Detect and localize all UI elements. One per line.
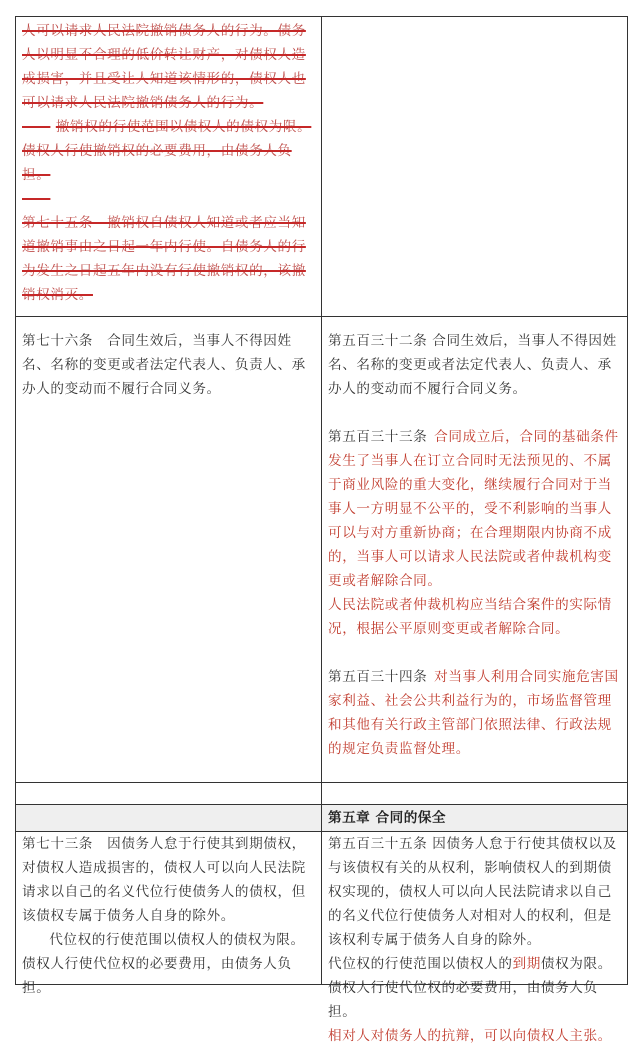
- right-cell-article-535: [322, 832, 627, 1044]
- right-cell-empty: [322, 17, 627, 316]
- article-535-p2-added: 到期: [512, 956, 541, 972]
- article-73-paragraph-1: 第七十三条 因债务人怠于行使其到期债权，对债权人造成损害的，债权人可以向人民法院请求以自己的名义代位行使债务人的债权，但该债权专属于债务人自身的除外。: [22, 836, 306, 924]
- table-row-empty: [16, 783, 627, 805]
- table-row-chapter-header: [16, 805, 627, 832]
- comparison-table: [15, 16, 628, 1044]
- table-row-deleted-block: [16, 17, 627, 317]
- article-534-body: 对当事人利用合同实施危害国家利益、社会公共利益行为的，市场监督管理和其他有关行政主管部门依照法律、行政法规的规定负责监督处理。: [328, 669, 619, 757]
- left-cell-empty: [16, 783, 322, 804]
- article-73-paragraph-2: 代位权的行使范围以债权人的债权为限。债权人行使代位权的必要费用，由债务人负担。: [22, 932, 305, 996]
- right-cell-empty-2: [322, 783, 627, 804]
- article-535-paragraph-2: [328, 952, 621, 1024]
- article-533-heading: 第五百三十三条: [328, 429, 428, 445]
- article-535-p2-part-b: 债权为限。债权人行使代位权的必要费用，由债务人负担。: [328, 956, 612, 1020]
- right-cell-articles-532-534: [322, 317, 627, 782]
- left-cell-article-76: [16, 317, 322, 782]
- left-cell-header-empty: [16, 805, 322, 831]
- article-535-p2-part-a: 代位权的行使范围以债权人的: [328, 956, 513, 972]
- left-cell-deleted: [16, 17, 322, 316]
- article-532-text: 第五百三十二条 合同生效后，当事人不得因姓名、名称的变更或者法定代表人、负责人、承办人的变动而不履行合同义务。: [328, 333, 617, 397]
- table-row-article-73: [16, 832, 627, 1044]
- article-533: [328, 425, 621, 593]
- article-534-heading: 第五百三十四条: [328, 669, 428, 685]
- left-cell-article-73: [16, 832, 322, 996]
- article-534: [328, 665, 621, 761]
- deleted-paragraph-2: [22, 115, 315, 187]
- article-535-paragraph-3: 相对人对债务人的抗辩，可以向债权人主张。: [328, 1028, 612, 1044]
- article-533-paragraph-2: 人民法院或者仲裁机构应当结合案件的实际情况，根据公平原则变更或者解除合同。: [328, 597, 612, 637]
- table-row-article-76: [16, 317, 627, 783]
- deleted-article-75: 第七十五条 撤销权自债权人知道或者应当知道撤销事由之日起一年内行使。自债务人的行为发生之日起五年内没有行使撤销权的，该撤销权消灭。: [22, 215, 306, 303]
- article-535-paragraph-1: 第五百三十五条 因债务人怠于行使其债权以及与该债权有关的从权利，影响债权人的到期债权实现的，债权人可以向人民法院请求以自己的名义代位行使债务人对相对人的权利，但是该权利专属于债务人自身的除外。: [328, 836, 617, 948]
- deleted-paragraph-2-text: 撤销权的行使范围以债权人的债权为限。债权人行使撤销权的必要费用，由债务人负担。: [22, 119, 312, 183]
- deleted-dash-line: ——: [22, 191, 51, 207]
- article-76-text: 第七十六条 合同生效后，当事人不得因姓名、名称的变更或者法定代表人、负责人、承办人的变动而不履行合同义务。: [22, 333, 306, 397]
- article-533-body: 合同成立后，合同的基础条件发生了当事人在订立合同时无法预见的、不属于商业风险的重大变化，继续履行合同对于当事人一方明显不公平的，受不利影响的当事人可以与对方重新协商；在合理期限内协商不成的，当事人可以请求人民法院或者仲裁机构变更或者解除合同。: [328, 429, 619, 589]
- deleted-dash: ——: [22, 119, 51, 135]
- deleted-paragraph-1: 人可以请求人民法院撤销债务人的行为。债务人以明显不合理的低价转让财产，对债权人造成损害，并且受让人知道该情形的，债权人也可以请求人民法院撤销债务人的行为。: [22, 23, 306, 111]
- chapter-title: 第五章 合同的保全: [328, 810, 446, 826]
- right-cell-chapter-header: [322, 805, 627, 831]
